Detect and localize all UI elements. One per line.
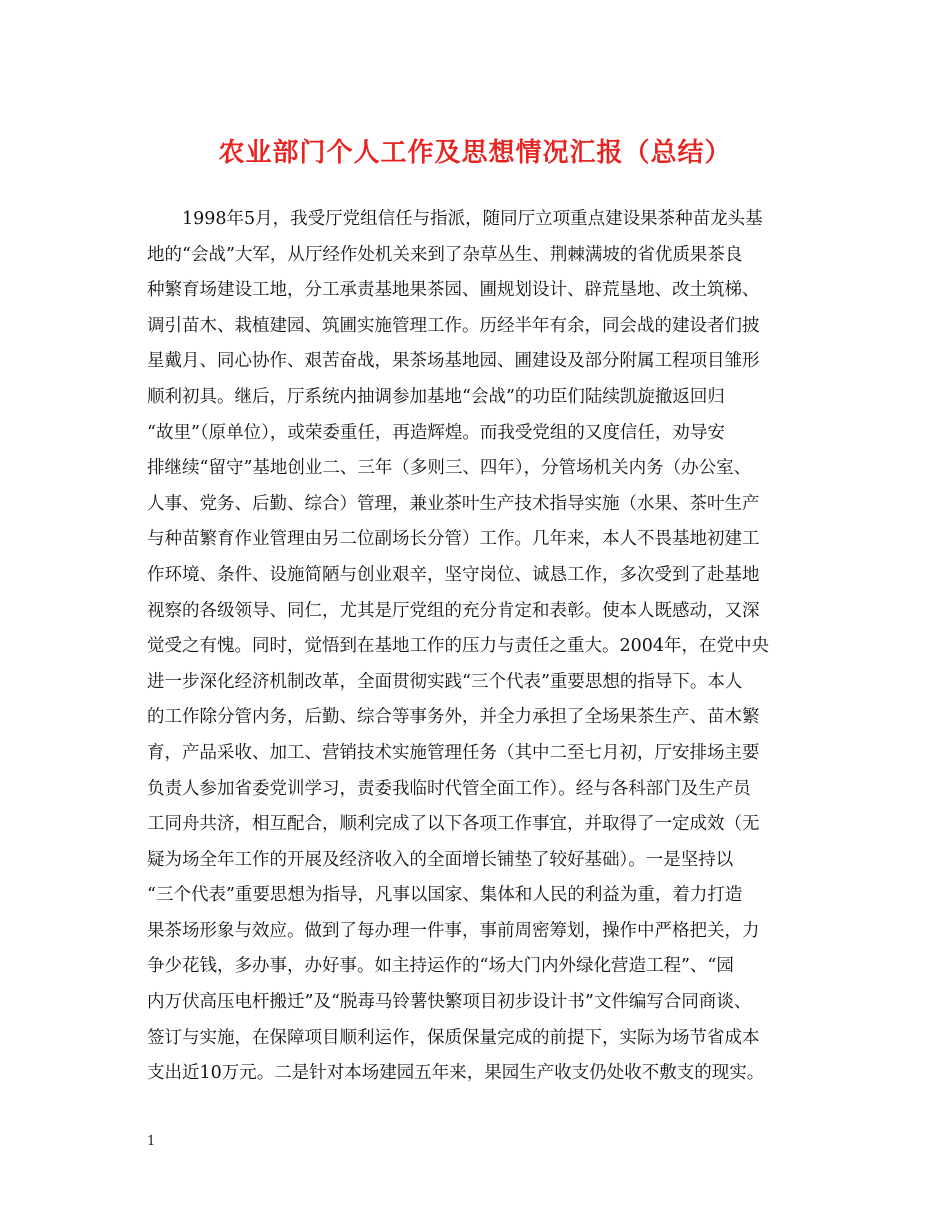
page-number: 1 (147, 1134, 156, 1149)
text-line: “故里”（原单位），或荣委重任，再造辉煌。而我受党组的又度信任，劝导安 (147, 422, 725, 443)
text-line: 觉受之有愧。同时，觉悟到在基地工作的压力与责任之重大。2004年，在党中央 (147, 636, 770, 657)
text-line: 育，产品采收、加工、营销技术实施管理任务（其中二至七月初，厅安排场主要 (147, 742, 760, 763)
text-line: 顺利初具。继后，厅系统内抽调参加基地“会战”的功臣们陆续凯旋撤返回归 (147, 386, 725, 407)
text-line: 1998年5月，我受厅党组信任与指派，随同厅立项重点建设果茶种苗龙头基 (182, 209, 763, 229)
text-line: 的工作除分管内务，后勤、综合等事务外，并全力承担了全场果茶生产、苗木繁 (147, 707, 760, 728)
text-line: 争少花钱，多办事，办好事。如主持运作的“场大门内外绿化营造工程”、“园 (147, 956, 734, 977)
text-line: 签订与实施，在保障项目顺利运作，保质保量完成的前提下，实际为场节省成本 (147, 1027, 760, 1048)
body-paragraph (147, 202, 809, 1092)
text-line: 支出近10万元。二是针对本场建园五年来，果园生产收支仍处收不敷支的现实。 (147, 1063, 765, 1084)
text-line: 与种苗繁育作业管理由另二位副场长分管）工作。几年来，本人不畏基地初建工 (147, 529, 760, 550)
text-line: 内万伏高压电杆搬迁”及“脱毒马铃薯快繁项目初步设计书”文件编写合同商谈、 (147, 992, 752, 1013)
text-line: 果茶场形象与效应。做到了每办理一件事，事前周密筹划，操作中严格把关，力 (147, 920, 760, 941)
text-line: 人事、党务、后勤、综合）管理，兼业茶叶生产技术指导实施（水果、茶叶生产 (147, 493, 760, 514)
text-line: “三个代表”重要思想为指导，凡事以国家、集体和人民的利益为重，着力打造 (147, 885, 743, 906)
text-line: 地的“会战”大军，从厅经作处机关来到了杂草丛生、荆棘满坡的省优质果茶良 (147, 244, 743, 265)
text-line: 疑为场全年工作的开展及经济收入的全面增长铺垫了较好基础）。一是坚持以 (147, 849, 734, 870)
text-line: 排继续“留守”基地创业二、三年（多则三、四年），分管场机关内务（办公室、 (147, 458, 752, 479)
text-line: 进一步深化经济机制改革，全面贯彻实践“三个代表”重要思想的指导下。本人 (147, 671, 743, 692)
text-line: 调引苗木、栽植建园、筑圃实施管理工作。历经半年有余，同会战的建设者们披 (147, 315, 760, 336)
text-line: 种繁育场建设工地，分工承责基地果茶园、圃规划设计、辟荒垦地、改土筑梯、 (147, 280, 760, 301)
document-title: 农业部门个人工作及思想情况汇报（总结） (218, 138, 732, 168)
text-line: 星戴月、同心协作、艰苦奋战，果茶场基地园、圃建设及部分附属工程项目雏形 (147, 351, 760, 372)
text-line: 视察的各级领导、同仁，尤其是厅党组的充分肯定和表彰。使本人既感动，又深 (147, 600, 760, 621)
text-line: 作环境、条件、设施简陋与创业艰辛，坚守岗位、诚恳工作，多次受到了赴基地 (147, 564, 760, 585)
text-line: 工同舟共济，相互配合，顺利完成了以下各项工作事宜，并取得了一定成效（无 (147, 814, 760, 835)
text-line: 负责人参加省委党训学习，责委我临时代管全面工作）。经与各科部门及生产员 (147, 778, 751, 799)
